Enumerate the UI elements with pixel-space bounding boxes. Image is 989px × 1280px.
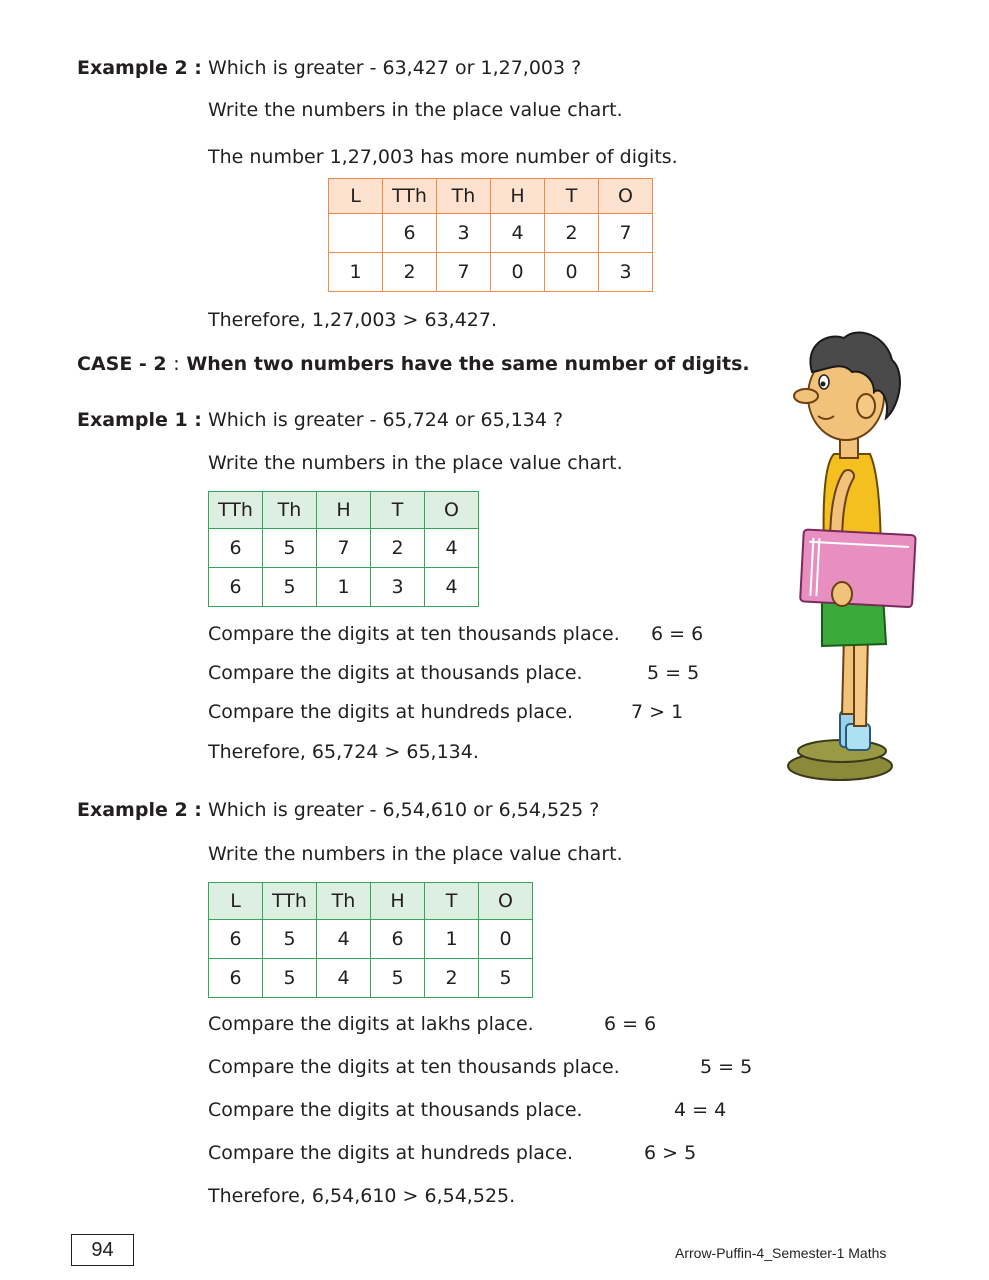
cell: 6 [371,920,425,959]
place-value-chart-3 [208,882,533,998]
comparison-text: Compare the digits at hundreds place. [208,1142,574,1164]
table-row [209,529,479,568]
cell: 5 [263,529,317,568]
cell: 6 [209,529,263,568]
book-title-footer: Arrow-Puffin-4_Semester-1 Maths [675,1245,887,1261]
cell: 5 [263,920,317,959]
cell: 7 [437,253,491,292]
example-1-question-line [77,408,563,432]
case-label: CASE - 2 [77,353,167,375]
comparison-result: 6 = 6 [651,623,704,645]
header-cell: H [491,179,545,214]
question-text: Which is greater - 63,427 or 1,27,003 ? [207,57,582,79]
table-row [329,253,653,292]
table-header-row [209,492,479,529]
table-row [209,920,533,959]
cell: 3 [599,253,653,292]
cell: 5 [263,568,317,607]
case-2-heading [77,352,750,376]
place-value-chart-2 [208,491,479,607]
comparison-text: Compare the digits at hundreds place. [208,701,574,723]
cell: 3 [437,214,491,253]
comparison-text: Compare the digits at ten thousands place. [208,623,620,645]
cell: 2 [383,253,437,292]
comparison-result: 6 = 6 [604,1013,657,1035]
page-number: 94 [71,1234,134,1266]
cell: 1 [425,920,479,959]
cell: 3 [371,568,425,607]
instruction-text: Write the numbers in the place value chart. [208,452,623,474]
header-cell: TTh [263,883,317,920]
cell: 4 [317,959,371,998]
cell: 0 [491,253,545,292]
header-cell: H [371,883,425,920]
header-cell: O [425,492,479,529]
place-value-chart-1 [328,178,653,292]
case-title: When two numbers have the same number of digits. [186,353,750,375]
header-cell: T [545,179,599,214]
header-cell: Th [317,883,371,920]
cell: 0 [479,920,533,959]
comparison-result: 5 = 5 [647,662,700,684]
cell: 6 [209,920,263,959]
example-2-question-line [77,56,581,80]
example-label: Example 2 : [77,799,202,821]
header-cell: T [371,492,425,529]
cell [329,214,383,253]
cell: 0 [545,253,599,292]
question-text: Which is greater - 6,54,610 or 6,54,525 ? [207,799,600,821]
comparison-result: 6 > 5 [644,1142,697,1164]
comparison-result: 5 = 5 [700,1056,753,1078]
conclusion-text: Therefore, 65,724 > 65,134. [208,741,479,763]
question-text: Which is greater - 65,724 or 65,134 ? [207,409,564,431]
note-text: The number 1,27,003 has more number of digits. [208,146,678,168]
table-header-row [329,179,653,214]
cell: 4 [491,214,545,253]
header-cell: Th [437,179,491,214]
cell: 5 [263,959,317,998]
header-cell: TTh [209,492,263,529]
cell: 5 [479,959,533,998]
comparison-text: Compare the digits at thousands place. [208,1099,583,1121]
cell: 7 [599,214,653,253]
table-header-row [209,883,533,920]
boy-illustration [782,326,932,784]
comparison-text: Compare the digits at thousands place. [208,662,583,684]
cell: 1 [329,253,383,292]
case-separator: : [173,353,180,375]
table-row [209,959,533,998]
header-cell: O [479,883,533,920]
cell: 4 [317,920,371,959]
header-cell: Th [263,492,317,529]
cell: 6 [383,214,437,253]
example-label: Example 2 : [77,57,202,79]
comparison-text: Compare the digits at ten thousands place. [208,1056,620,1078]
table-row [329,214,653,253]
header-cell: L [329,179,383,214]
comparison-text: Compare the digits at lakhs place. [208,1013,534,1035]
comparison-result: 7 > 1 [631,701,684,723]
conclusion-text: Therefore, 1,27,003 > 63,427. [208,309,498,331]
cell: 4 [425,529,479,568]
cell: 2 [545,214,599,253]
example-2-question-line [77,798,599,822]
example-label: Example 1 : [77,409,202,431]
cell: 7 [317,529,371,568]
header-cell: T [425,883,479,920]
cell: 6 [209,959,263,998]
instruction-text: Write the numbers in the place value chart. [208,843,623,865]
cell: 6 [209,568,263,607]
header-cell: L [209,883,263,920]
cell: 2 [371,529,425,568]
cell: 1 [317,568,371,607]
cell: 5 [371,959,425,998]
cell: 2 [425,959,479,998]
comparison-result: 4 = 4 [674,1099,727,1121]
header-cell: H [317,492,371,529]
conclusion-text: Therefore, 6,54,610 > 6,54,525. [208,1185,516,1207]
header-cell: TTh [383,179,437,214]
instruction-text: Write the numbers in the place value chart. [208,99,623,121]
table-row [209,568,479,607]
cell: 4 [425,568,479,607]
header-cell: O [599,179,653,214]
